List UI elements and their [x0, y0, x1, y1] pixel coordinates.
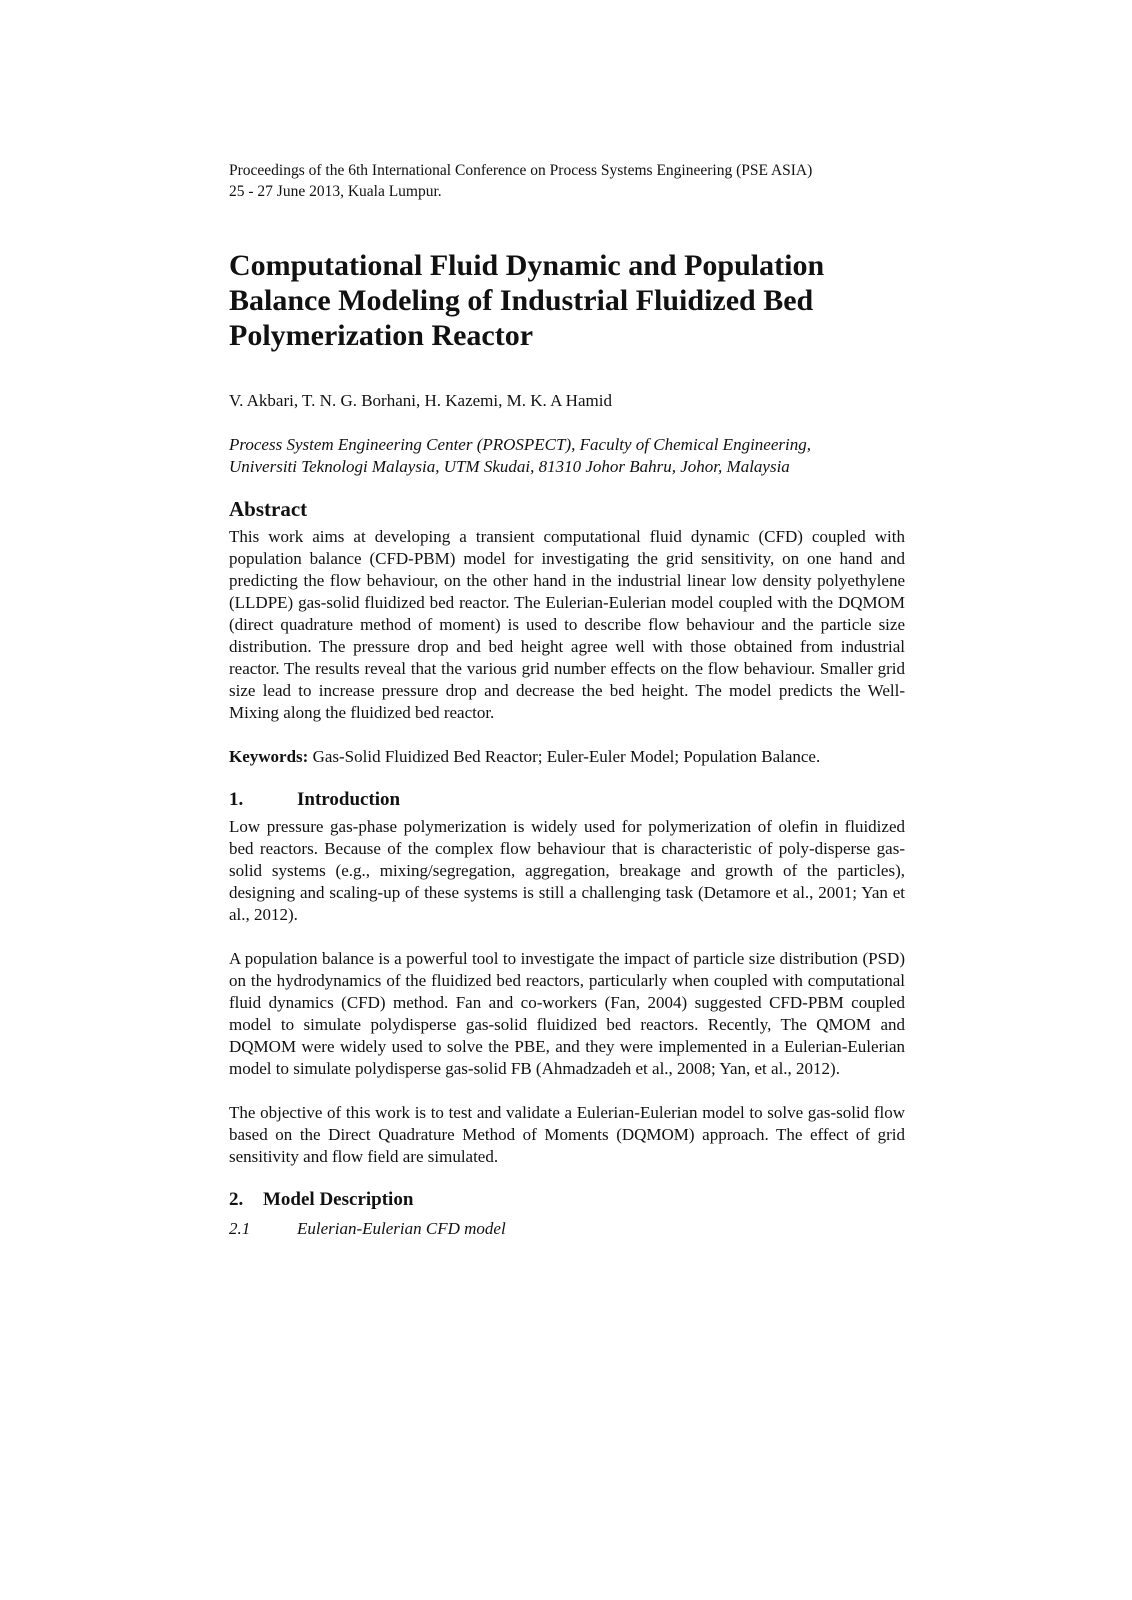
paper-title — [229, 248, 905, 353]
section-title: Model Description — [263, 1189, 414, 1210]
intro-paragraph-2: A population balance is a powerful tool to investigate the impact of particle size distribution (PSD) on the hydrodynamics of the fluidized bed reactors, particularly when coupled with computational fluid dynamics (CFD) method. Fan and co-workers (Fan, 2004) suggested CFD-PBM coupled model to simulate polydisperse gas-solid fluidized bed reactors. Recently, The QMOM and DQMOM were widely used to solve the PBE, and they were implemented in a Eulerian-Eulerian model to simulate polydisperse gas-solid FB (Ahmadzadeh et al., 2008; Yan, et al., 2012). — [229, 949, 905, 1078]
subsection-title: Eulerian-Eulerian CFD model — [297, 1219, 506, 1238]
paper-page — [229, 160, 905, 1240]
title-line-3: Polymerization Reactor — [229, 319, 534, 352]
keywords-text: Gas-Solid Fluidized Bed Reactor; Euler-Euler Model; Population Balance. — [312, 747, 821, 766]
section-title: Introduction — [297, 789, 401, 810]
intro-paragraph-3: The objective of this work is to test and validate a Eulerian-Eulerian model to solve gas-solid flow based on the Direct Quadrature Method of Moments (DQMOM) approach. The effect of grid sensitivity and flow field are simulated. — [229, 1103, 905, 1166]
keywords — [229, 746, 905, 768]
title-line-1: Computational Fluid Dynamic and Population — [229, 249, 825, 282]
affiliation — [229, 434, 905, 478]
section-heading-introduction — [229, 788, 905, 812]
abstract-heading: Abstract — [229, 497, 308, 521]
subsection-heading — [229, 1218, 905, 1240]
section-number: 1. — [229, 789, 244, 810]
affiliation-line-1: Process System Engineering Center (PROSPECT), Faculty of Chemical Engineering, — [229, 435, 811, 454]
header-line-1: Proceedings of the 6th International Conference on Process Systems Engineering (PSE ASIA) — [229, 162, 813, 179]
keywords-label: Keywords: — [229, 747, 309, 766]
header-line-2: 25 - 27 June 2013, Kuala Lumpur. — [229, 183, 442, 200]
abstract-text: This work aims at developing a transient computational fluid dynamic (CFD) coupled with population balance (CFD-PBM) model for investigating the grid sensitivity, on one hand and predicting the flow behaviour, on the other hand in the industrial linear low density polyethylene (LLDPE) gas-solid fluidized bed reactor. The Eulerian-Eulerian model coupled with the DQMOM (direct quadrature method of moment) is used to describe flow behaviour and the particle size distribution. The pressure drop and bed height agree well with those obtained from industrial reactor. The results reveal that the various grid number effects on the flow behaviour. Smaller grid size lead to increase pressure drop and decrease the bed height. The model predicts the Well-Mixing along the fluidized bed reactor. — [229, 527, 905, 722]
subsection-number: 2.1 — [229, 1219, 251, 1238]
section-heading-model-description — [229, 1188, 905, 1212]
affiliation-line-2: Universiti Teknologi Malaysia, UTM Skudai, 81310 Johor Bahru, Johor, Malaysia — [229, 457, 790, 476]
author-list: V. Akbari, T. N. G. Borhani, H. Kazemi, M. K. A Hamid — [229, 391, 612, 410]
section-number: 2. — [229, 1189, 244, 1210]
intro-paragraph-1: Low pressure gas-phase polymerization is widely used for polymerization of olefin in fluidized bed reactors. Because of the complex flow behaviour that is characteristic of poly-disperse gas-solid systems (e.g., mixing/segregation, aggregation, breakage and growth of the particles), designing and scaling-up of these systems is still a challenging task (Detamore et al., 2001; Yan et al., 2012). — [229, 817, 905, 924]
title-line-2: Balance Modeling of Industrial Fluidized Bed — [229, 284, 814, 317]
proceedings-header — [229, 160, 905, 202]
